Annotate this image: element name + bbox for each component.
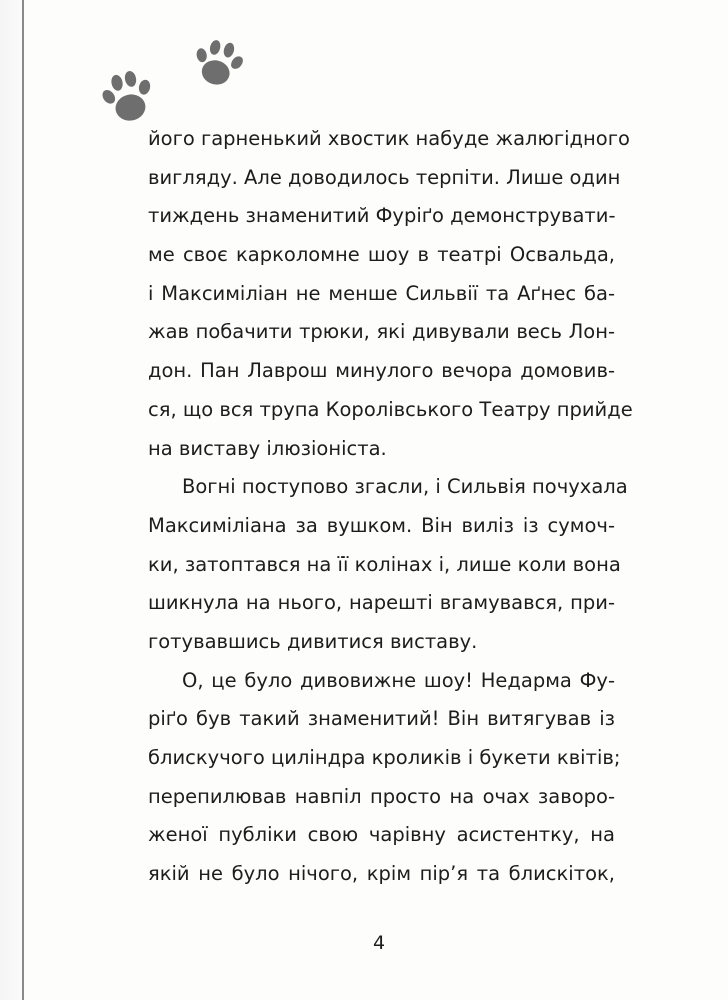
text-line: блискучого циліндра кроликів і букети квітів; — [148, 746, 621, 769]
paragraph-start-line: Вогні поступово згасли, і Сильвія почухала — [182, 475, 628, 499]
text-line: його гарненький хвостик набуде жалюгідного — [148, 127, 630, 150]
text-line: на виставу ілюзіоніста. — [148, 436, 387, 460]
text-line: тиждень знаменитий Фуріґо демонструвати- — [148, 204, 616, 228]
paw-print-icon — [98, 66, 156, 126]
text-line: шикнула на нього, нарешті вгамувався, при- — [148, 591, 615, 615]
text-line: ки, затоптався на її колінах і, лише коли вона — [148, 552, 621, 576]
text-line: якій не було нічого, крім пір’я та блискіток, — [148, 862, 615, 886]
text-line: ся, що вся трупа Королівського Театру прийде — [148, 397, 633, 421]
text-line: женої публіки свою чарівну асистентку, на — [148, 823, 615, 847]
text-line: дон. Пан Лаврош минулого вечора домовив- — [148, 359, 615, 383]
page-spine-edge — [22, 0, 24, 1000]
text-line: ріґо був такий знаменитий! Він витягував із — [148, 707, 615, 731]
paw-print-icon — [190, 38, 248, 90]
text-line: Максиміліана за вушком. Він виліз із сумоч- — [148, 513, 615, 537]
text-line: вигляду. Але доводилось терпіти. Лише один — [148, 165, 621, 189]
text-line: і Максиміліан не менше Сильвії та Аґнес ба- — [148, 281, 615, 305]
body-text — [148, 120, 633, 894]
paragraph-start-line: О, це було дивовижне шоу! Недарма Фу- — [182, 668, 615, 692]
text-line: готувавшись дивитися виставу. — [148, 629, 478, 653]
text-line: ме своє карколомне шоу в театрі Освальда, — [148, 243, 615, 267]
text-line: перепилював навпіл просто на очах заворо- — [148, 784, 615, 808]
spine-shadow — [0, 0, 22, 1000]
text-line: жав побачити трюки, які дивували весь Лон- — [148, 320, 615, 344]
page-number: 4 — [372, 932, 386, 954]
